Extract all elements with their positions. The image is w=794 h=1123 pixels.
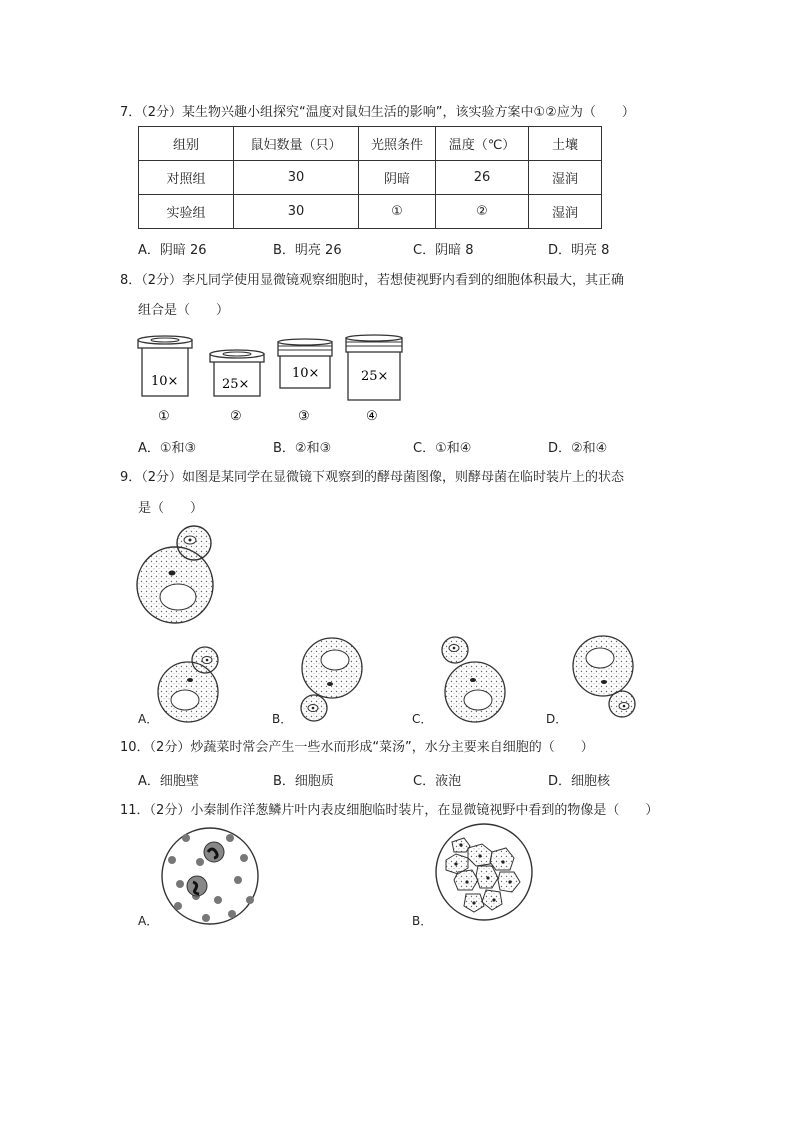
- table-cell: ①: [359, 195, 436, 229]
- lens-4-number: ④: [366, 409, 378, 424]
- table-cell: ②: [436, 195, 529, 229]
- option-d[interactable]: D．: [546, 712, 568, 726]
- epidermis-cells-view-icon[interactable]: [436, 824, 532, 920]
- table-cell: 湿润: [529, 161, 602, 195]
- question-9-stem-line1: 9．（2分）如图是某同学在显微镜下观察到的酵母菌图像，则酵母菌在临时装片上的状态: [120, 470, 625, 485]
- question-10-stem: 10．（2分）炒蔬菜时常会产生一些水而形成“菜汤”，水分主要来自细胞的（ ）: [120, 740, 594, 755]
- option-a[interactable]: A．细胞壁: [138, 774, 199, 789]
- table-header-cell: 鼠妇数量（只）: [234, 127, 359, 161]
- question-7-stem: 7．（2分）某生物兴趣小组探究“温度对鼠妇生活的影响”，该实验方案中①②应为（ ）: [120, 105, 635, 120]
- question-11-stem: 11．（2分）小秦制作洋葱鳞片叶内表皮细胞临时装片，在显微镜视野中看到的物像是（ ）: [120, 803, 659, 818]
- table-header-cell: 土壤: [529, 127, 602, 161]
- option-d[interactable]: D．明亮 8: [548, 243, 610, 258]
- table-cell: 26: [436, 161, 529, 195]
- table-cell: 阴暗: [359, 161, 436, 195]
- option-a[interactable]: A．①和③: [138, 441, 197, 456]
- option-c[interactable]: C．①和④: [413, 441, 472, 456]
- blood-cells-view-icon[interactable]: [162, 828, 258, 924]
- option-c[interactable]: C．阴暗 8: [413, 243, 474, 258]
- lens-2-magnification: 25×: [222, 377, 250, 392]
- table-cell: 对照组: [139, 161, 234, 195]
- option-a[interactable]: A．: [138, 914, 159, 928]
- question-9-stem-line2: 是（ ）: [138, 501, 204, 516]
- lens-4-magnification: 25×: [361, 369, 389, 384]
- lens-1-magnification: 10×: [151, 374, 179, 389]
- option-b[interactable]: B．明亮 26: [273, 243, 342, 258]
- lens-3-magnification: 10×: [292, 366, 320, 381]
- option-c[interactable]: C．: [412, 712, 433, 726]
- option-a[interactable]: A．: [138, 712, 159, 726]
- question-8-stem-line1: 8．（2分）李凡同学使用显微镜观察细胞时，若想使视野内看到的细胞体积最大，其正确: [120, 273, 625, 288]
- table-cell: 30: [234, 195, 359, 229]
- table-header-cell: 组别: [139, 127, 234, 161]
- option-d[interactable]: D．细胞核: [548, 774, 611, 789]
- question-8-stem-line2: 组合是（ ）: [138, 303, 230, 318]
- option-b[interactable]: B．细胞质: [273, 774, 334, 789]
- lens-2-number: ②: [230, 409, 242, 424]
- table-cell: 30: [234, 161, 359, 195]
- option-b[interactable]: B．②和③: [273, 441, 332, 456]
- option-c[interactable]: C．液泡: [413, 774, 462, 789]
- option-b[interactable]: B．: [272, 712, 293, 726]
- lens-3-number: ③: [298, 409, 310, 424]
- table-header-cell: 光照条件: [359, 127, 436, 161]
- option-d[interactable]: D．②和④: [548, 441, 608, 456]
- table-cell: 实验组: [139, 195, 234, 229]
- option-a[interactable]: A．阴暗 26: [138, 243, 207, 258]
- table-header-cell: 温度（℃）: [436, 127, 529, 161]
- option-b[interactable]: B．: [412, 914, 433, 928]
- table-cell: 湿润: [529, 195, 602, 229]
- lens-1-number: ①: [158, 409, 170, 424]
